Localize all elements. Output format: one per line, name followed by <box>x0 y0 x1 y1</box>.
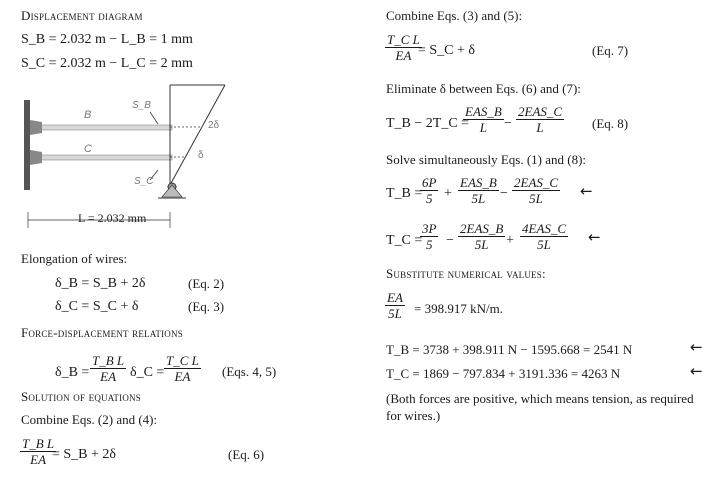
eq7-numerator: T_C L <box>387 32 420 47</box>
wire-b <box>32 125 172 130</box>
eq8-minus: − <box>504 116 512 131</box>
tc-minus: − <box>446 233 454 248</box>
ea-den: 5L <box>388 306 402 321</box>
eq7-tag: (Eq. 7) <box>592 43 629 58</box>
eq-sc: S_C = 2.032 m − L_C = 2 mm <box>21 56 193 71</box>
tb-arrow-icon: ← <box>580 182 593 200</box>
eq-delta-c: δ_C = S_C + δ <box>55 299 139 314</box>
ea-fraction <box>385 290 405 322</box>
ea-rhs: = 398.917 kN/m. <box>414 301 503 316</box>
tc-fraction-2 <box>458 221 505 253</box>
tc-plus: + <box>506 233 514 248</box>
eq7-fraction <box>385 32 422 64</box>
displacement-figure <box>20 80 235 240</box>
eq4-fraction <box>90 353 126 385</box>
tb-fraction-3 <box>512 175 560 207</box>
solve-line: Solve simultaneously Eqs. (1) and (8): <box>386 152 587 167</box>
eq6-tag: (Eq. 6) <box>228 447 265 462</box>
anchor-c <box>30 150 42 165</box>
eq5-numerator: T_C L <box>166 353 199 368</box>
eq4-numerator: T_B L <box>92 353 125 368</box>
eliminate-line: Eliminate δ between Eqs. (6) and (7): <box>386 81 581 96</box>
tc-fraction-3 <box>520 221 568 253</box>
tb-fraction-1 <box>420 175 438 207</box>
label-2delta: 2δ <box>208 120 220 131</box>
tc-f3-num: 4EAS_C <box>522 221 567 236</box>
dim-label: L = 2.032 mm <box>78 211 147 225</box>
combine-3-5: Combine Eqs. (3) and (5): <box>386 8 523 23</box>
eq-delta-b: δ_B = S_B + 2δ <box>55 276 146 291</box>
eq2-tag: (Eq. 2) <box>188 276 225 291</box>
conclusion-note: (Both forces are positive, which means tension, as required for wires.) <box>386 391 694 423</box>
eq5-lhs: δ_C = <box>130 365 165 380</box>
tb-result: T_B = 3738 + 398.911 N − 1595.668 = 2541 N <box>386 342 633 357</box>
eq8-f1-num: EAS_B <box>465 104 502 119</box>
wire-c <box>32 155 172 160</box>
combine-2-4: Combine Eqs. (2) and (4): <box>21 412 158 427</box>
wall <box>24 100 30 190</box>
eq8-fraction-1 <box>463 104 504 136</box>
eq5-fraction <box>164 353 201 385</box>
tb-plus: + <box>444 186 452 201</box>
eq8-f2-den: L <box>536 120 544 135</box>
tb-f1-den: 5 <box>425 191 433 206</box>
tb-f3-num: 2EAS_C <box>514 175 559 190</box>
eq8-lhs: T_B − 2T_C = <box>386 116 470 131</box>
tb-f2-num: EAS_B <box>460 175 497 190</box>
eq6-fraction <box>20 436 56 468</box>
eq6-rhs: = S_B + 2δ <box>52 447 117 462</box>
anchor-b <box>30 120 42 135</box>
tb-minus: − <box>500 186 508 201</box>
tb-lhs: T_B = <box>386 186 423 201</box>
eq8-f2-num: 2EAS_C <box>518 104 563 119</box>
heading-displacement-diagram: Displacement diagram <box>21 8 143 23</box>
heading-substitute: Substitute numerical values: <box>386 266 546 281</box>
tb-fraction-2 <box>458 175 499 207</box>
eq5-denominator: EA <box>174 369 191 384</box>
ea-num: EA <box>387 290 403 305</box>
tb-result-arrow-icon: ← <box>690 338 703 356</box>
eq7-rhs: = S_C + δ <box>418 43 476 58</box>
tc-f2-num: 2EAS_B <box>460 221 504 236</box>
tc-result-arrow-icon: ← <box>690 362 703 380</box>
support <box>162 185 182 197</box>
label-b: B <box>84 109 92 121</box>
heading-solution: Solution of equations <box>21 389 141 404</box>
tb-f2-den: 5L <box>471 191 486 206</box>
tc-result: T_C = 1869 − 797.834 + 3191.336 = 4263 N <box>386 366 621 381</box>
tc-fraction-1 <box>420 221 438 253</box>
eq7-denominator: EA <box>395 48 412 63</box>
tc-f3-den: 5L <box>537 237 551 252</box>
eq45-tag: (Eqs. 4, 5) <box>222 364 277 379</box>
tc-f1-num: 3P <box>422 221 437 236</box>
tc-arrow-icon: ← <box>588 228 601 246</box>
tb-f3-den: 5L <box>529 191 543 206</box>
label-c: C <box>84 143 92 155</box>
eq-sb: S_B = 2.032 m − L_B = 1 mm <box>21 32 193 47</box>
eq8-f1-den: L <box>479 120 488 135</box>
eq8-tag: (Eq. 8) <box>592 116 629 131</box>
tb-f1-num: 6P <box>422 175 437 190</box>
tc-f2-den: 5L <box>474 237 489 252</box>
eq4-denominator: EA <box>100 369 117 384</box>
tc-f1-den: 5 <box>425 237 433 252</box>
eq6-numerator: T_B L <box>22 436 55 451</box>
label-delta: δ <box>198 150 204 161</box>
eq3-tag: (Eq. 3) <box>188 299 225 314</box>
label-sc: S_C <box>134 176 154 187</box>
eq4-lhs: δ_B = <box>55 365 90 380</box>
heading-force-displacement: Force-displacement relations <box>21 325 183 340</box>
tc-lhs: T_C = <box>386 233 423 248</box>
label-sb: S_B <box>132 100 151 111</box>
elongation-heading: Elongation of wires: <box>21 251 128 266</box>
eq8-fraction-2 <box>516 104 564 136</box>
eq6-denominator: EA <box>30 452 47 467</box>
